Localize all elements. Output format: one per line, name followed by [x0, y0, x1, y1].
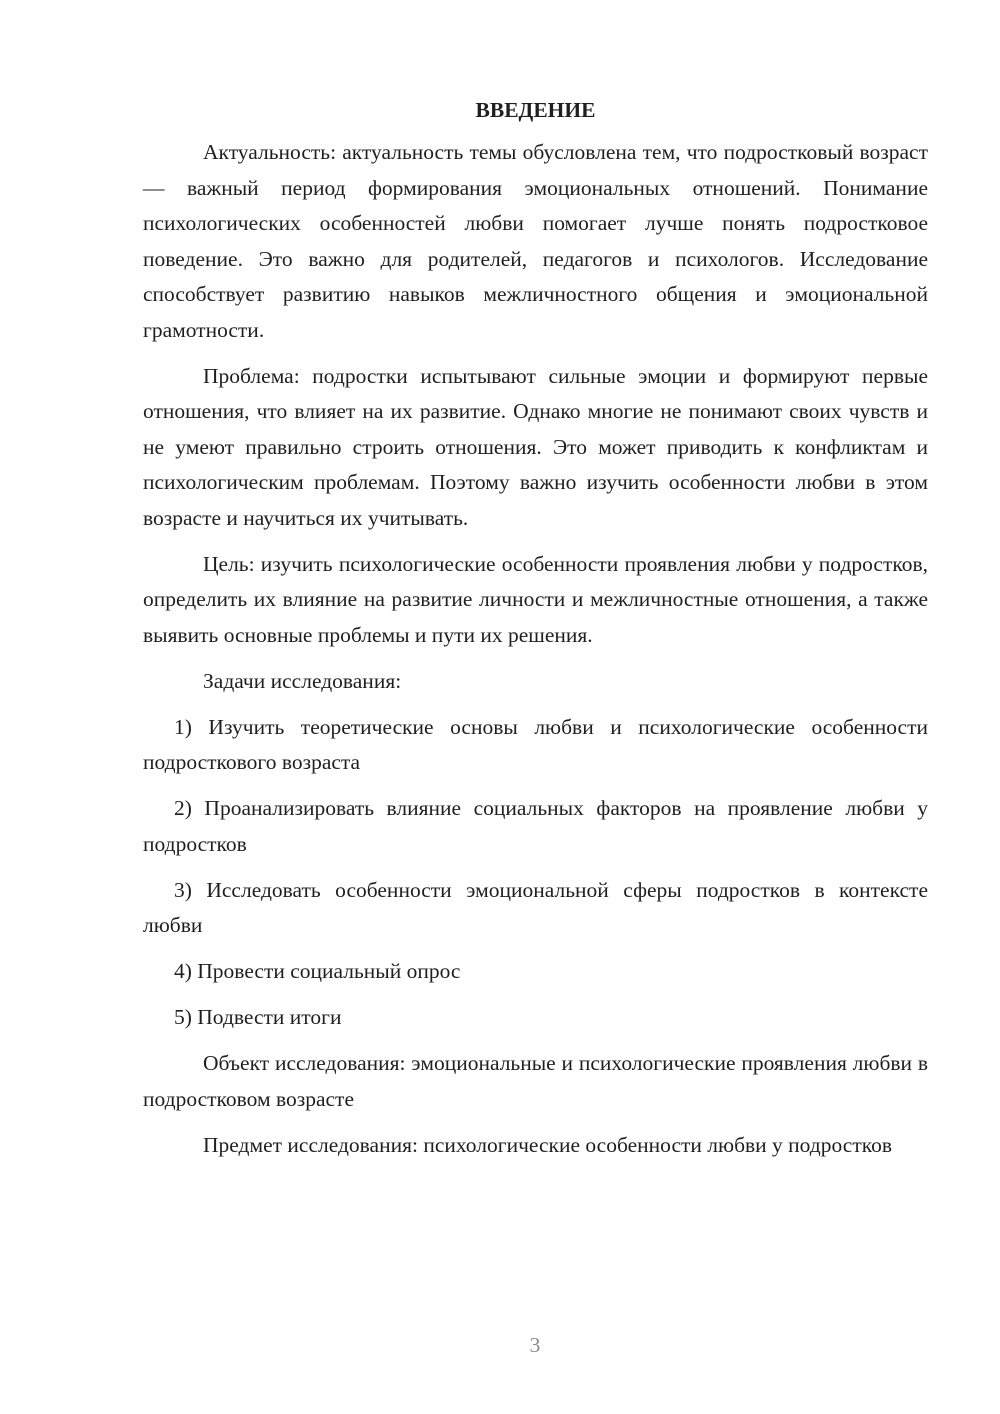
object-paragraph: Объект исследования: эмоциональные и психологические проявления любви в подростковом возрасте — [143, 1051, 928, 1111]
task-item-3: 3) Исследовать особенности эмоциональной сферы подростков в контексте любви — [143, 877, 928, 937]
subject-paragraph: Предмет исследования: психологические особенности любви у подростков — [203, 1132, 892, 1157]
task-item-4: 4) Провести социальный опрос — [174, 959, 461, 983]
task-item-5: 5) Подвести итоги — [174, 1005, 342, 1029]
task-item-2: 2) Проанализировать влияние социальных факторов на проявление любви у подростков — [143, 796, 928, 856]
page-number: 3 — [529, 1333, 541, 1357]
goal-paragraph: Цель: изучить психологические особенности проявления любви у подростков, определить их влияние на развитие личности и межличностные отношения, а также выявить основные проблемы и пути их решения. — [143, 551, 928, 647]
page-title: ВВЕДЕНИЕ — [475, 98, 596, 122]
problem-paragraph: Проблема: подростки испытывают сильные эмоции и формируют первые отношения, что влияет на их развитие. Однако многие не понимают своих чувств и не умеют правильно строить отношения. Это может приводить к конфликтам и психологическим проблемам. Поэтому важно изучить особенности любви в этом возрасте и научиться их учитывать. — [143, 363, 928, 530]
task-item-1: 1) Изучить теоретические основы любви и психологические особенности подросткового возраста — [143, 714, 928, 774]
page-content — [143, 95, 928, 1174]
relevance-paragraph: Актуальность: актуальность темы обусловлена тем, что подростковый возраст — важный период формирования эмоциональных отношений. Понимание психологических особенностей любви помогает лучше понять подростковое поведение. Это важно для родителей, педагогов и психологов. Исследование способствует развитию навыков межличностного общения и эмоциональной грамотности. — [143, 140, 928, 342]
tasks-heading: Задачи исследования: — [203, 668, 402, 693]
